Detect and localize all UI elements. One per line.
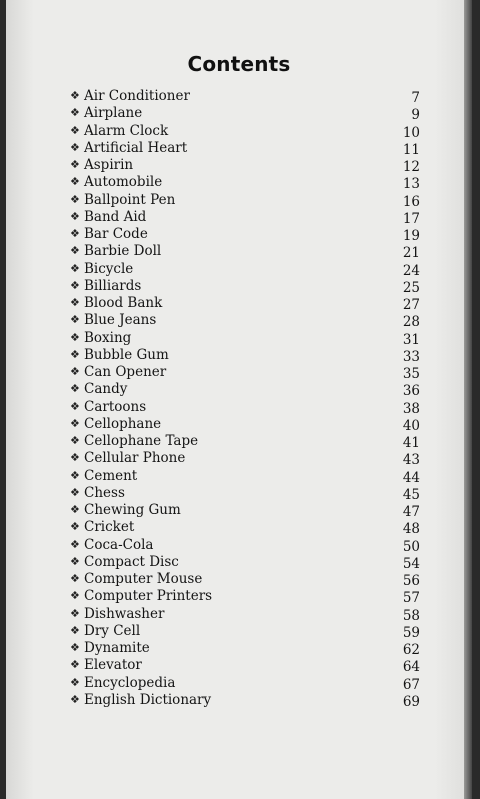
contents-list (6, 0, 472, 799)
diamond-bullet-icon: ❖ (70, 692, 80, 706)
diamond-bullet-icon: ❖ (70, 227, 80, 240)
toc-entry-label: Ballpoint Pen (84, 191, 176, 208)
diamond-bullet-icon: ❖ (70, 468, 80, 482)
diamond-bullet-icon: ❖ (70, 192, 80, 206)
toc-entry (70, 278, 420, 295)
toc-entry-page-number: 35 (402, 366, 420, 382)
toc-entry-page-number: 25 (402, 279, 420, 296)
toc-entry-page-number: 24 (402, 262, 420, 279)
toc-entry (70, 243, 420, 260)
diamond-bullet-icon: ❖ (70, 296, 80, 309)
toc-entry (70, 192, 420, 209)
toc-entry-page-number: 54 (402, 555, 420, 572)
diamond-bullet-icon: ❖ (70, 330, 80, 344)
toc-entry-label: Blue Jeans (84, 312, 157, 329)
toc-entry-label: Elevator (84, 657, 142, 674)
toc-entry-page-number: 36 (402, 383, 420, 400)
diamond-bullet-icon: ❖ (70, 399, 80, 413)
diamond-bullet-icon: ❖ (70, 537, 80, 551)
toc-entry-label: Boxing (84, 329, 132, 346)
toc-entry (70, 416, 420, 433)
toc-entry-page-number: 12 (402, 159, 420, 175)
toc-entry (70, 692, 420, 709)
toc-entry-label: Coca-Cola (84, 536, 154, 553)
diamond-bullet-icon: ❖ (70, 209, 80, 223)
diamond-bullet-icon: ❖ (70, 140, 80, 154)
toc-entry-page-number: 19 (402, 228, 420, 244)
toc-entry-page-number: 44 (402, 469, 420, 486)
toc-entry-label: English Dictionary (84, 691, 212, 708)
toc-entry-label: Cement (84, 467, 138, 484)
toc-entry-label: Cellophane Tape (84, 433, 199, 449)
toc-entry-page-number: 56 (402, 573, 420, 589)
toc-entry-label: Chess (84, 484, 125, 501)
toc-entry-label: Cellophane (84, 415, 162, 432)
diamond-bullet-icon: ❖ (70, 261, 80, 275)
toc-entry (70, 209, 420, 226)
toc-entry-label: Air Conditioner (84, 88, 190, 104)
toc-entry (70, 657, 420, 674)
toc-entry-label: Cellular Phone (84, 450, 186, 467)
toc-entry-page-number: 62 (402, 642, 420, 658)
toc-entry-page-number: 57 (402, 590, 420, 607)
toc-entry (70, 399, 420, 416)
diamond-bullet-icon: ❖ (70, 313, 80, 327)
toc-entry-page-number: 69 (402, 693, 420, 710)
book-page (6, 0, 472, 799)
page-title: Contents (187, 52, 291, 76)
toc-entry-page-number: 21 (402, 245, 420, 262)
toc-entry-page-number: 47 (402, 504, 420, 520)
toc-entry-page-number: 41 (402, 435, 420, 451)
toc-entry-label: Candy (84, 381, 128, 398)
toc-entry-label: Can Opener (84, 364, 167, 380)
toc-entry-page-number: 50 (402, 538, 420, 555)
toc-entry-page-number: 17 (402, 210, 420, 227)
toc-entry-page-number: 59 (402, 624, 420, 641)
diamond-bullet-icon: ❖ (70, 89, 80, 102)
toc-entry-page-number: 13 (402, 176, 420, 193)
diamond-bullet-icon: ❖ (70, 158, 80, 171)
toc-entry (70, 347, 420, 364)
diamond-bullet-icon: ❖ (70, 658, 80, 672)
toc-entry (70, 450, 420, 467)
toc-entry-page-number: 33 (402, 348, 420, 365)
toc-entry-label: Band Aid (84, 208, 147, 225)
toc-entry-label: Dry Cell (84, 622, 141, 639)
toc-entry-page-number: 40 (402, 417, 420, 434)
diamond-bullet-icon: ❖ (70, 434, 80, 447)
toc-entry-label: Dynamite (84, 640, 150, 656)
toc-entry-page-number: 43 (402, 452, 420, 469)
toc-entry (70, 312, 420, 329)
toc-entry-page-number: 11 (402, 141, 420, 158)
diamond-bullet-icon: ❖ (70, 606, 80, 620)
diamond-bullet-icon: ❖ (70, 589, 80, 603)
toc-entry (70, 157, 420, 174)
toc-entry (70, 468, 420, 485)
toc-entry-label: Computer Mouse (84, 571, 203, 587)
diamond-bullet-icon: ❖ (70, 572, 80, 585)
toc-entry-label: Aspirin (84, 157, 134, 173)
toc-entry-page-number: 10 (402, 124, 420, 141)
toc-entry (70, 105, 420, 122)
toc-entry-label: Chewing Gum (84, 502, 181, 518)
toc-entry (70, 623, 420, 640)
toc-entry (70, 588, 420, 605)
diamond-bullet-icon: ❖ (70, 244, 80, 258)
toc-entry-page-number: 64 (402, 659, 420, 676)
diamond-bullet-icon: ❖ (70, 347, 80, 361)
toc-entry (70, 640, 420, 657)
diamond-bullet-icon: ❖ (70, 416, 80, 430)
toc-entry (70, 123, 420, 140)
diamond-bullet-icon: ❖ (70, 365, 80, 378)
toc-entry (70, 571, 420, 588)
toc-entry-label: Cartoons (84, 398, 147, 415)
toc-entry-page-number: 9 (411, 107, 420, 124)
toc-entry-label: Airplane (84, 105, 143, 122)
toc-entry (70, 295, 420, 312)
toc-entry-label: Compact Disc (84, 553, 179, 570)
diamond-bullet-icon: ❖ (70, 485, 80, 499)
toc-entry (70, 519, 420, 536)
toc-entry-label: Bar Code (84, 226, 148, 242)
toc-entry-page-number: 45 (402, 486, 420, 503)
diamond-bullet-icon: ❖ (70, 675, 80, 689)
toc-entry-page-number: 58 (402, 607, 420, 624)
toc-entry-label: Blood Bank (84, 295, 163, 311)
toc-entry (70, 675, 420, 692)
diamond-bullet-icon: ❖ (70, 641, 80, 654)
toc-entry-label: Cricket (84, 519, 135, 536)
page-edge-shadow (464, 0, 472, 799)
toc-entry (70, 261, 420, 278)
toc-entry-label: Encyclopedia (84, 674, 176, 691)
diamond-bullet-icon: ❖ (70, 623, 80, 637)
toc-entry (70, 433, 420, 450)
toc-entry-page-number: 28 (402, 314, 420, 331)
toc-entry (70, 537, 420, 554)
toc-entry (70, 502, 420, 519)
toc-entry (70, 330, 420, 347)
diamond-bullet-icon: ❖ (70, 106, 80, 120)
toc-entry-page-number: 38 (402, 400, 420, 417)
toc-entry-label: Bicycle (84, 260, 134, 277)
toc-entry-page-number: 67 (402, 676, 420, 693)
toc-entry (70, 381, 420, 398)
diamond-bullet-icon: ❖ (70, 520, 80, 534)
toc-entry (70, 606, 420, 623)
diamond-bullet-icon: ❖ (70, 123, 80, 137)
toc-entry (70, 140, 420, 157)
toc-entry (70, 364, 420, 381)
toc-entry-label: Automobile (84, 174, 163, 191)
diamond-bullet-icon: ❖ (70, 503, 80, 516)
toc-entry-page-number: 7 (411, 90, 420, 106)
toc-entry (70, 554, 420, 571)
toc-entry-page-number: 31 (402, 331, 420, 348)
toc-entry-label: Artificial Heart (84, 139, 188, 156)
toc-entry-label: Barbie Doll (84, 243, 162, 260)
toc-entry-label: Computer Printers (84, 588, 213, 605)
diamond-bullet-icon: ❖ (70, 175, 80, 189)
toc-entry-page-number: 27 (402, 297, 420, 313)
diamond-bullet-icon: ❖ (70, 554, 80, 568)
toc-entry (70, 88, 420, 105)
toc-entry-page-number: 48 (402, 521, 420, 538)
diamond-bullet-icon: ❖ (70, 382, 80, 396)
toc-entry-label: Bubble Gum (84, 346, 169, 363)
toc-entry-page-number: 16 (402, 193, 420, 210)
toc-entry (70, 485, 420, 502)
diamond-bullet-icon: ❖ (70, 278, 80, 292)
toc-entry (70, 226, 420, 243)
toc-entry (70, 174, 420, 191)
toc-entry-label: Billiards (84, 277, 142, 294)
toc-entry-label: Dishwasher (84, 605, 165, 622)
toc-entry-label: Alarm Clock (84, 122, 169, 139)
diamond-bullet-icon: ❖ (70, 451, 80, 465)
